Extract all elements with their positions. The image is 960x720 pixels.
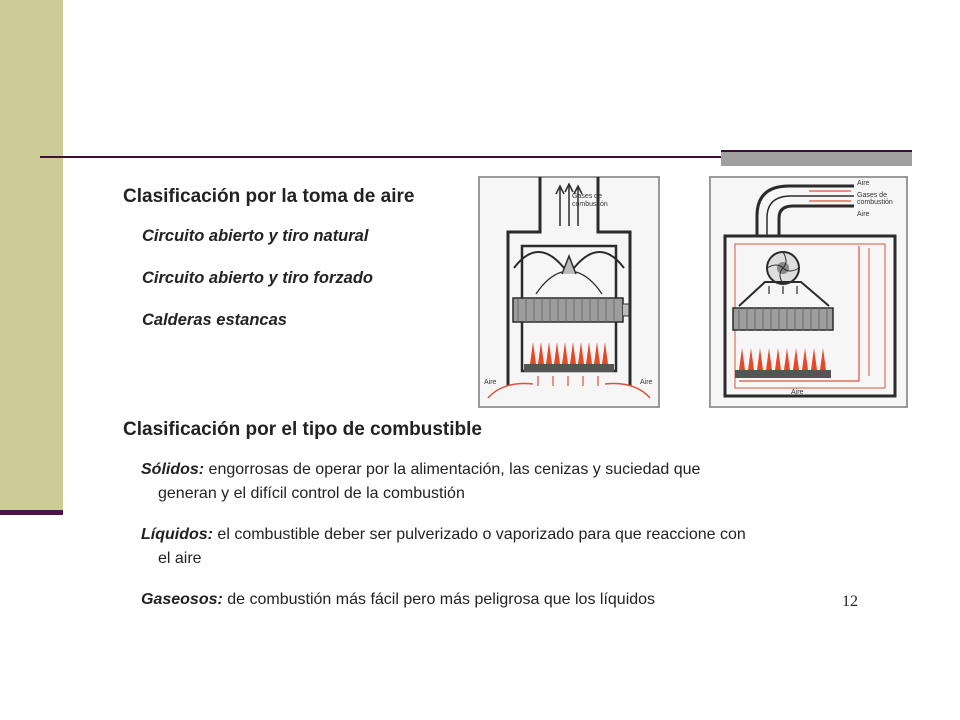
- sidebar-accent-bar: [0, 0, 63, 512]
- fuel-item-gases: [141, 588, 875, 612]
- gases-label-2: combustión: [857, 199, 893, 206]
- fuel-text-liquids-1: el combustible deber ser pulverizado o vaporizado para que reaccione con: [212, 526, 746, 543]
- air-item-open-natural: Circuito abierto y tiro natural: [142, 227, 369, 245]
- fuel-text-liquids-2: el aire: [158, 550, 202, 567]
- fuel-text-gases-1: de combustión más fácil pero más peligrosa que los líquidos: [222, 591, 656, 608]
- air-item-sealed: Calderas estancas: [142, 311, 287, 329]
- heading-air-intake: Clasificación por la toma de aire: [123, 186, 415, 207]
- fuel-item-liquids: [141, 523, 875, 571]
- air-label-left: Aire: [484, 379, 497, 386]
- page-number: 12: [842, 593, 858, 610]
- fuel-text-solids-2: generan y el difícil control de la combustión: [158, 485, 465, 502]
- fuel-label-liquids: Líquidos:: [141, 526, 213, 543]
- gases-label-2: combustión: [572, 201, 608, 208]
- air-label-bottom: Aire: [791, 389, 804, 396]
- title-rule-accent: [721, 150, 912, 166]
- air-label-top: Aire: [857, 180, 870, 187]
- gases-label-1: Gases de: [857, 192, 887, 199]
- fuel-text-solids-1: engorrosas de operar por la alimentación, las cenizas y suciedad que: [204, 461, 701, 478]
- air-label-mid: Aire: [857, 211, 870, 218]
- boiler-natural-draft-diagram: [478, 176, 660, 408]
- heading-fuel-type: Clasificación por el tipo de combustible: [123, 419, 482, 440]
- fuel-label-solids: Sólidos:: [141, 461, 205, 478]
- sidebar-accent-edge: [0, 510, 63, 515]
- air-label-right: Aire: [640, 379, 653, 386]
- gases-label-1: Gases de: [572, 193, 602, 200]
- fuel-label-gases: Gaseosos:: [141, 591, 223, 608]
- boiler-sealed-fan-diagram: [709, 176, 908, 408]
- air-item-open-forced: Circuito abierto y tiro forzado: [142, 269, 374, 287]
- fuel-item-solids: [141, 458, 875, 506]
